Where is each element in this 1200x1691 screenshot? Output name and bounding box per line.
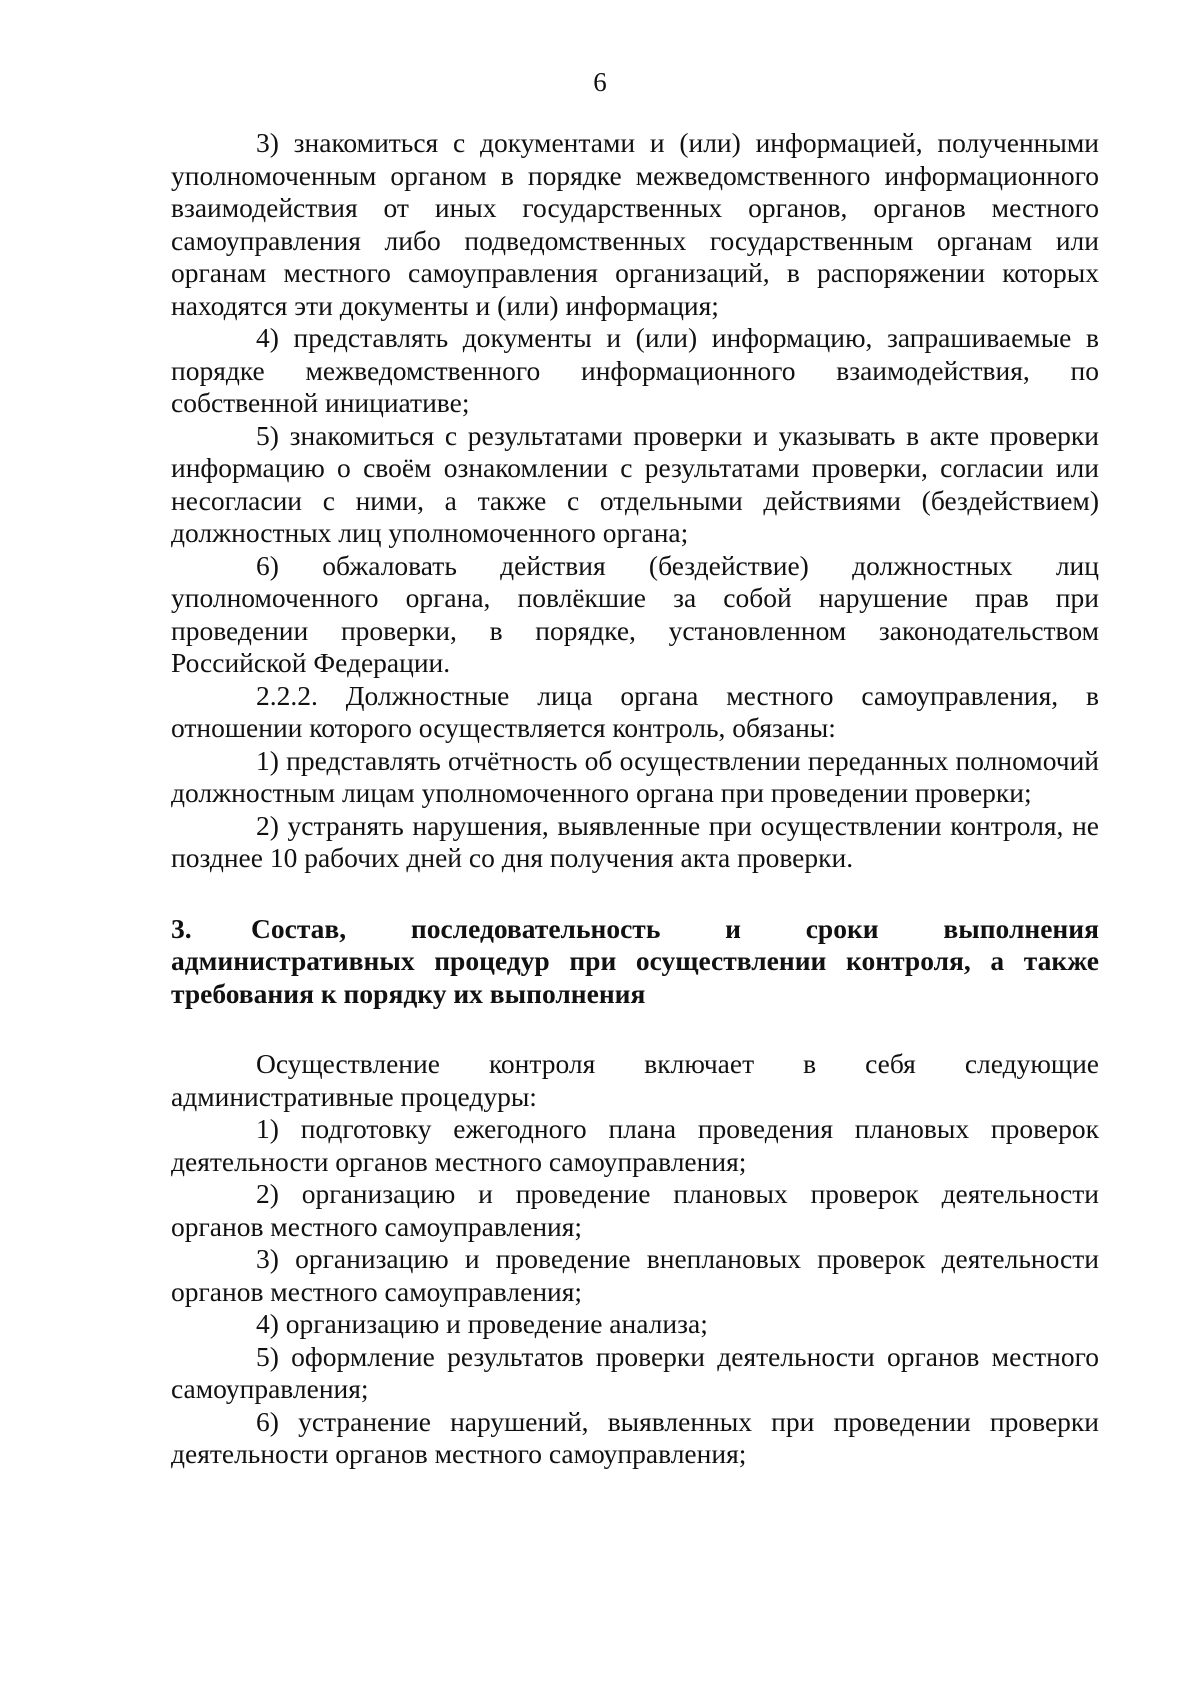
list-item-procedure-3: 3) организацию и проведение внеплановых проверок деятельности органов местного самоуправления; bbox=[171, 1243, 1099, 1307]
page-number: 6 bbox=[593, 67, 607, 97]
list-item-procedure-5: 5) оформление результатов проверки деятельности органов местного самоуправления; bbox=[171, 1340, 1099, 1404]
section-3-title: Состав, последовательность и сроки выполнения административных процедур при осуществлении контроля, а также требования к порядку их выполнения bbox=[171, 912, 1099, 1009]
list-item-right-6: 6) обжаловать действия (бездействие) должностных лиц уполномоченного органа, повлёкшие за собой нарушение прав при проведении проверки, в порядке, установленном законодательством Российской Федерации. bbox=[171, 549, 1099, 678]
list-item-right-5: 5) знакомиться с результатами проверки и указывать в акте проверки информацию о своём ознакомлении с результатами проверки, согласии или несогласии с ними, а также с отдельными действиями (бездействием) должностных лиц уполномоченного органа; bbox=[171, 419, 1099, 548]
list-item-duty-1: 1) представлять отчётность об осуществлении переданных полномочий должностным лицам уполномоченного органа при проведении проверки; bbox=[171, 744, 1099, 808]
list-item-right-4: 4) представлять документы и (или) информацию, запрашиваемые в порядке межведомственного информационного взаимодействия, по собственной инициативе; bbox=[171, 322, 1099, 418]
list-item-right-3: 3) знакомиться с документами и (или) информацией, полученными уполномоченным органом в порядке межведомственного информационного взаимодействия от иных государственных органов, органов местного самоуправления либо подведомственных государственным органам или органам местного самоуправления организаций, в распоряжении которых находятся эти документы и (или) информация; bbox=[171, 127, 1099, 321]
list-item-procedure-2: 2) организацию и проведение плановых проверок деятельности органов местного самоуправления; bbox=[171, 1178, 1099, 1242]
list-item-procedure-4: 4) организацию и проведение анализа; bbox=[256, 1308, 708, 1339]
section-3-number: 3. bbox=[171, 912, 192, 944]
list-item-procedure-6: 6) устранение нарушений, выявленных при проведении проверки деятельности органов местного самоуправления; bbox=[171, 1405, 1099, 1469]
section-3-heading bbox=[171, 913, 1099, 1011]
list-item-duty-2: 2) устранять нарушения, выявленные при осуществлении контроля, не позднее 10 рабочих дней со дня получения акта проверки. bbox=[171, 809, 1099, 873]
list-item-procedure-1: 1) подготовку ежегодного плана проведения плановых проверок деятельности органов местного самоуправления; bbox=[171, 1113, 1099, 1177]
duties-intro-paragraph: 2.2.2. Должностные лица органа местного самоуправления, в отношении которого осуществляется контроль, обязаны: bbox=[171, 679, 1099, 743]
procedures-intro-paragraph: Осуществление контроля включает в себя следующие административные процедуры: bbox=[171, 1048, 1099, 1112]
document-body bbox=[171, 127, 1099, 1471]
